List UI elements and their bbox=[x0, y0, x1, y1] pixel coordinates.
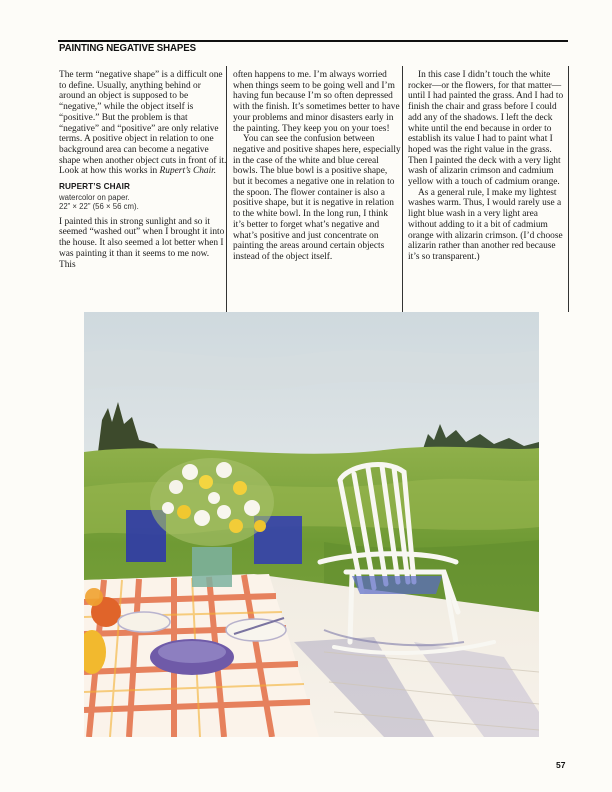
cloud bbox=[84, 350, 539, 390]
blue-bowl-inner bbox=[158, 641, 226, 663]
white-bowl bbox=[118, 612, 170, 632]
section-title: PAINTING NEGATIVE SHAPES bbox=[59, 42, 196, 54]
text-column-2 bbox=[233, 70, 401, 263]
body-paragraph: I painted this in strong sunlight and so it seemed “washed out” when I brought it into the house. It also seemed a lot better when I was painting it than it seems to me now. This bbox=[59, 216, 225, 270]
paragraph: You can see the confusion between negative and positive shapes here, especially in the case of the white and blue cereal bowls. The blue bowl is a positive shape, but it becomes a negative one in relation to the spoon. The flower container is also a positive shape, but it is negative in relation to the white bowl. In the long run, I think it’s better to forget what’s negative and what’s positive and just concentrate on painting the areas around certain objects instead of the object itself. bbox=[233, 134, 401, 262]
rupert-chair-painting bbox=[84, 312, 539, 737]
text-column-1 bbox=[59, 70, 227, 270]
fruit bbox=[85, 588, 103, 606]
text-column-3 bbox=[408, 70, 566, 263]
flower-vase bbox=[192, 547, 232, 587]
white-cereal-bowl bbox=[226, 619, 286, 641]
caption-size-text: 22” × 22” (56 × 56 cm). bbox=[59, 201, 139, 211]
flower-bouquet bbox=[150, 458, 274, 546]
caption-medium-text: watercolor on paper. bbox=[59, 192, 130, 202]
paragraph: often happens to me. I’m always worried when things seem to be going well and I’m having fun because I’m so often depressed with the finish. It’s sometimes better to have your problems and minor disasters early in the painting. They keep you on your toes! bbox=[233, 70, 400, 134]
chair-cushion bbox=[352, 576, 442, 594]
caption-medium bbox=[59, 193, 227, 211]
paragraph: As a general rule, I make my lightest washes warm. Thus, I would rarely use a light blue wash in a very light area without adding to it a bit of cadmium orange with alizarin crimson. (I’d choose alizarin rather than another red because it’s so transparent.) bbox=[408, 187, 563, 262]
column-divider bbox=[568, 66, 569, 312]
paragraph: In this case I didn’t touch the white rocker—or the flowers, for that matter—until I had painted the grass. And I had to finish the chair and grass before I could add any of the shadows. I left the deck white until the end because in order to establish its value I had to paint what I hoped was the right value in the grass. Then I painted the deck with a very light wash of alizarin crimson and cadmium yellow with a touch of cadmium orange. bbox=[408, 70, 564, 188]
painting-title-reference: Rupert’s Chair. bbox=[159, 166, 217, 177]
caption-title: RUPERT’S CHAIR bbox=[59, 182, 130, 192]
intro-text: The term “negative shape” is a difficult one to define. Usually, anything behind or around an object is supposed to be “negative,” while the object itself is “positive.” But the problem is that “negative” and “positive” are only relative terms. A positive object in relation to one background area can become a negative shape when another object cuts in front of it. Look at how this works in bbox=[59, 70, 227, 177]
intro-paragraph bbox=[59, 70, 227, 177]
column-divider bbox=[402, 66, 403, 312]
page-number: 57 bbox=[556, 760, 566, 770]
